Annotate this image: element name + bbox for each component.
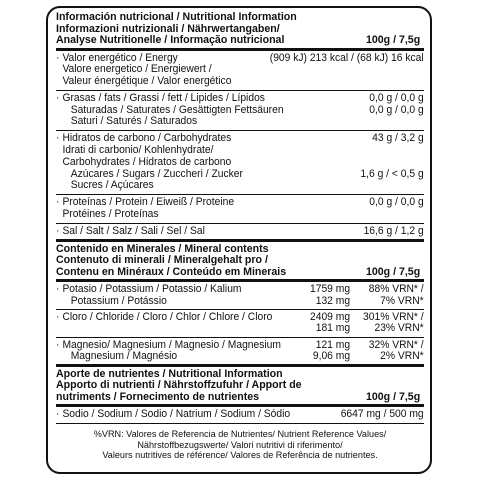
bullet: · bbox=[56, 132, 60, 145]
footnote-line: %VRN: Valores de Referencia de Nutrientes/ Nutrient Reference Values/ bbox=[93, 428, 387, 440]
mineral-row bbox=[56, 296, 424, 307]
header-line: Contenuto di minerali / Mineralgehalt pro / bbox=[56, 254, 268, 267]
nutrient-row bbox=[56, 105, 424, 129]
header-line: Contenido en Minerales / Mineral contents bbox=[56, 242, 269, 255]
divider bbox=[56, 194, 424, 195]
nutrient-list bbox=[56, 53, 424, 238]
header-line: Apporto di nutrienti / Nährstoffzufuhr / Apport de bbox=[56, 379, 302, 392]
column-heading: 100g / 7,5g bbox=[365, 390, 420, 403]
sodium-row: · Sodio / Sodium / Sodio / Natrium / Sodium / Sódio 6647 mg / 500 mg bbox=[56, 408, 424, 421]
bullet: · bbox=[56, 224, 60, 237]
nutrient-value: 43 g / 3,2 g bbox=[372, 132, 424, 145]
mineral-row bbox=[56, 351, 424, 362]
divider bbox=[56, 337, 424, 338]
nutrient-value: 0,0 g / 0,0 g bbox=[369, 103, 424, 116]
bullet: · bbox=[56, 51, 60, 64]
nutrient-value: 0,0 g / 0,0 g bbox=[369, 91, 424, 104]
mineral-vrn: 88% VRN* / bbox=[368, 283, 424, 296]
mineral-vrn: 23% VRN* bbox=[374, 322, 424, 335]
nutrient-label: Saturi / Saturés / Saturados bbox=[70, 115, 198, 128]
bullet: · bbox=[56, 310, 60, 323]
mineral-label: Magnesio/ Magnesium / Magnesio / Magnesium bbox=[62, 338, 281, 351]
footnote bbox=[65, 426, 415, 462]
nutrient-value: (909 kJ) 213 kcal / (68 kJ) 16 kcal bbox=[269, 51, 424, 64]
mineral-amount: 181 mg bbox=[315, 322, 351, 335]
divider bbox=[56, 223, 424, 224]
mineral-amount: 1759 mg bbox=[310, 283, 351, 296]
column-heading: 100g / 7,5g bbox=[365, 265, 420, 278]
nutrient-value: 16,6 g / 1,2 g bbox=[363, 224, 424, 237]
divider bbox=[56, 239, 424, 242]
nutrition-table bbox=[56, 12, 424, 462]
nutrient-label: Sal / Salt / Salz / Sali / Sel / Sal bbox=[62, 224, 205, 237]
nutrient-label: Proteínas / Protein / Eiweiß / Proteine bbox=[62, 196, 235, 209]
mineral-amount: 121 mg bbox=[315, 338, 351, 351]
bullet: · bbox=[56, 196, 60, 209]
bullet: · bbox=[56, 338, 60, 351]
nutrition-header bbox=[56, 12, 424, 47]
sodium-label: Sodio / Sodium / Sodio / Natrium / Sodium / Sódio bbox=[62, 408, 291, 421]
bullet: · bbox=[56, 283, 60, 296]
nutrient-label: Azúcares / Sugars / Zuccheri / Zucker bbox=[70, 167, 243, 180]
nutrient-label: Sucres / Açúcares bbox=[70, 179, 154, 192]
column-heading: 100g / 7,5g bbox=[365, 34, 420, 46]
nutrient-label: Grasas / fats / Grassi / fett / Lipides / Lípidos bbox=[62, 91, 265, 104]
divider bbox=[56, 48, 424, 51]
nutrient-label: Valore energetico / Energiewert / bbox=[62, 63, 212, 76]
header-line: Informazioni nutrizionali / Nährwertangaben/ bbox=[56, 22, 280, 35]
nutrient-label: Saturadas / Saturates / Gesättigten Fettsäuren bbox=[70, 103, 284, 116]
mineral-label: Cloro / Chloride / Cloro / Chlor / Chlore / Cloro bbox=[62, 310, 273, 323]
divider bbox=[56, 279, 424, 282]
footnote-line: Valeurs nutritives de référence/ Valores de Referência de nutrientes. bbox=[102, 450, 378, 462]
nutrient-row bbox=[56, 169, 424, 193]
mineral-amount: 2409 mg bbox=[310, 310, 351, 323]
divider bbox=[56, 423, 424, 424]
mineral-row bbox=[56, 312, 424, 323]
divider bbox=[56, 130, 424, 131]
mineral-vrn: 2% VRN* bbox=[380, 350, 424, 363]
bullet: · bbox=[56, 91, 60, 104]
header-line: Analyse Nutritionelle / Informação nutricional bbox=[56, 34, 285, 46]
mineral-vrn: 301% VRN* / bbox=[363, 310, 424, 323]
mineral-amount: 9,06 mg bbox=[312, 350, 351, 363]
nutrient-value: 0,0 g / 0,0 g bbox=[369, 196, 424, 209]
header-line: nutriments / Fornecimento de nutrientes bbox=[56, 390, 260, 403]
nutrient-label: Idrati di carbonio/ Kohlenhydrate/ bbox=[62, 144, 214, 157]
nutrient-label: Carbohydrates / Hidratos de carbono bbox=[62, 155, 232, 168]
nutrient-row bbox=[56, 53, 424, 88]
footnote-line: Nährstoffbezugswerte/ Valori nutritivi di riferimento/ bbox=[137, 439, 343, 451]
mineral-list bbox=[56, 284, 424, 362]
divider bbox=[56, 90, 424, 91]
mineral-label: Potasio / Potassium / Potassio / Kalium bbox=[62, 283, 242, 296]
divider bbox=[56, 404, 424, 407]
nutrient-label: Valor energético / Energy bbox=[62, 51, 178, 64]
mineral-label: Potassium / Potássio bbox=[70, 294, 167, 307]
mineral-vrn: 7% VRN* bbox=[380, 294, 424, 307]
nutrient-label: Valeur énergétique / Valor energético bbox=[62, 75, 232, 88]
header-line: Aporte de nutrientes / Nutritional Information bbox=[56, 367, 283, 380]
header-line: Contenu en Minéraux / Conteúdo em Minerais bbox=[56, 265, 287, 278]
minerals-header bbox=[56, 244, 424, 279]
nutrient-label: Protéines / Proteínas bbox=[62, 208, 159, 221]
nutrition-label bbox=[46, 6, 432, 474]
mineral-vrn: 32% VRN* / bbox=[368, 338, 424, 351]
mineral-row bbox=[56, 323, 424, 334]
mineral-amount: 132 mg bbox=[315, 294, 351, 307]
nutrient-value: 1,6 g / < 0,5 g bbox=[360, 167, 424, 180]
nutrient-contribution-header bbox=[56, 369, 424, 404]
header-line: Información nutricional / Nutritional Information bbox=[56, 11, 297, 23]
nutrient-row bbox=[56, 226, 424, 238]
sodium-value: 6647 mg / 500 mg bbox=[340, 408, 424, 421]
nutrient-row bbox=[56, 133, 424, 168]
nutrient-row bbox=[56, 197, 424, 221]
divider bbox=[56, 309, 424, 310]
divider bbox=[56, 364, 424, 367]
mineral-label: Magnesium / Magnésio bbox=[70, 350, 178, 363]
nutrient-label: Hidratos de carbono / Carbohydrates bbox=[62, 132, 232, 145]
